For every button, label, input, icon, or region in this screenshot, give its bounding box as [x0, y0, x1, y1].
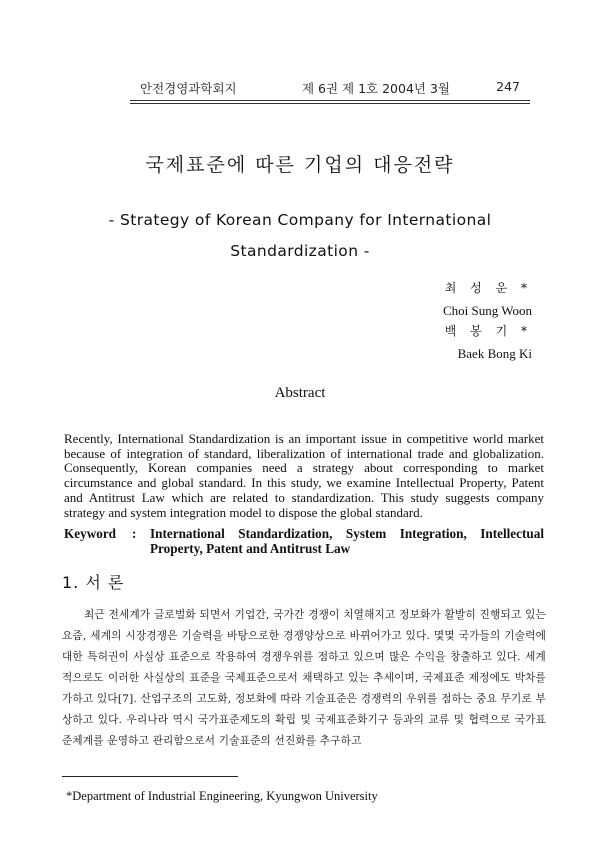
issue-info: 제 6권 제 1호 2004년 3월 [302, 81, 450, 96]
header-rule-bottom [130, 103, 530, 104]
footnote-rule [62, 776, 238, 777]
section-heading: 1. 서 론 [62, 573, 125, 592]
keyword-list: International Standardization, System Integration, Intellectual Property, Patent and Antitrust Law [150, 526, 544, 556]
page-number: 247 [496, 79, 520, 94]
keyword-label: Keyword [64, 526, 117, 541]
keyword-colon: : [132, 526, 137, 541]
title-english-line2: Standardization - [230, 242, 370, 260]
author-2-english: Baek Bong Ki [457, 345, 532, 361]
title-korean: 국제표준에 따른 기업의 대응전략 [145, 154, 455, 176]
author-1-english: Choi Sung Woon [442, 302, 532, 318]
affiliation-footnote: *Department of Industrial Engineering, Kyungwon University [66, 789, 378, 803]
author-block [443, 278, 532, 364]
introduction-paragraph: 최근 전세계가 글로벌화 되면서 기업간, 국가간 경쟁이 치열해지고 정보화가 활발히 진행되고 있는 요즘, 세계의 시장경쟁은 기술력을 바탕으로한 경쟁양상으로 바뀌어가고 있다. 몇몇 국가들의 기술력에 대한 특허권이 사실상 표준으로 작용하여 경쟁우위를 점하고 있으며 많은 수익을 창출하고 있다. 세계적으로도 이러한 사실상의 표준을 국제표준으로서 채택하고 있는 추세이며, 국제표준 제정에도 박차를 가하고 있다[7]. 산업구조의 고도화, 정보화에 따라 기술표준은 경쟁력의 우위를 점하는 중요 무기로 부상하고 있다. 우리나라 역시 국가표준제도의 확립 및 국제표준화기구 등과의 교류 및 협력으로 국가표준체계를 운영하고 관리함으로서 기술표준의 선진화를 추구하고 [62, 609, 546, 747]
abstract-heading: Abstract [274, 385, 326, 401]
header-rule-top [130, 100, 530, 101]
running-header [140, 79, 520, 97]
author-2-korean: 백 봉 기 * [444, 324, 532, 338]
title-english [90, 205, 510, 267]
abstract-body: Recently, International Standardization is an important issue in competitive world market because of integration of standard, liberalization of international trade and globalization. Consequently, Korean companies need a strategy about corresponding to market circumstance and global standard. In this study, we examine Intellectual Property, Patent and Antitrust Law which are related to standardization. This study suggests company strategy and system integration model to dispose the global standard. [64, 431, 544, 520]
journal-name: 안전경영과학회지 [140, 81, 237, 96]
author-1-korean: 최 성 운 * [444, 281, 532, 295]
title-english-line1: - Strategy of Korean Company for International [108, 211, 492, 229]
